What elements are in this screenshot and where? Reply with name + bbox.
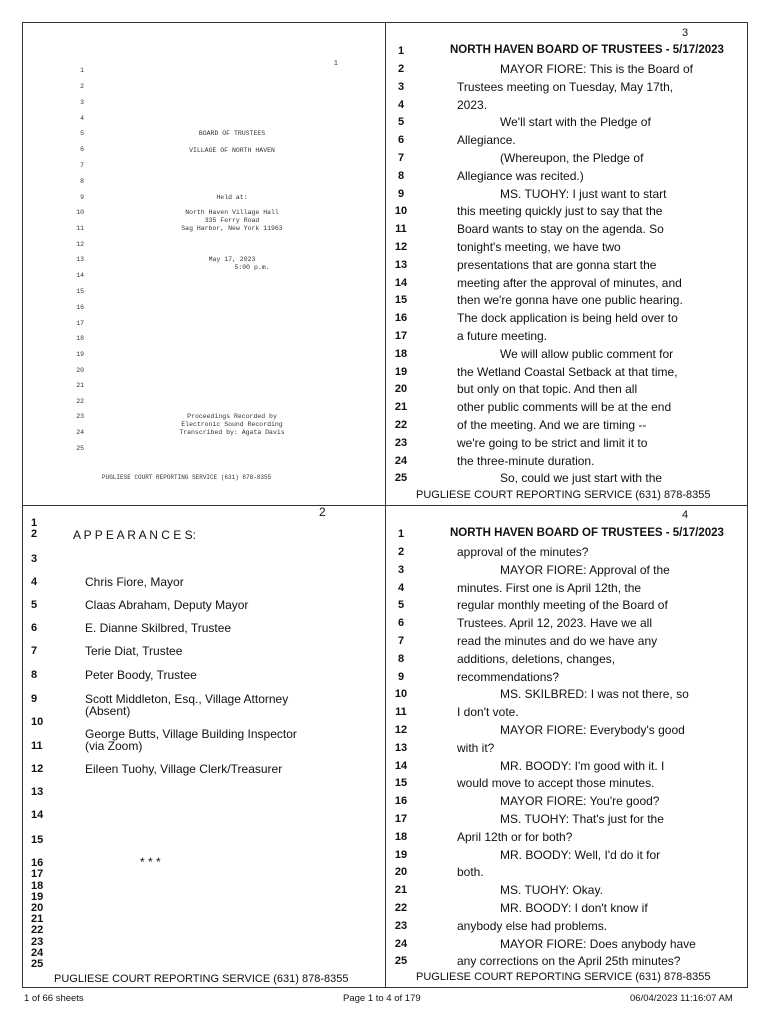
- line-number: 19: [394, 366, 408, 378]
- line-number: 7: [80, 162, 84, 169]
- line-number: 23: [394, 437, 408, 449]
- line-number: 13: [76, 256, 84, 263]
- transcript-line: meeting after the approval of minutes, and: [457, 276, 682, 290]
- line-number: 9: [397, 188, 405, 200]
- transcript-line: MS. TUOHY: That's just for the: [500, 812, 664, 826]
- transcript-line: tonight's meeting, we have two: [457, 240, 621, 254]
- page-footer: PUGLIESE COURT REPORTING SERVICE (631) 878-8355: [416, 489, 711, 501]
- transcript-line: presentations that are gonna start the: [457, 258, 657, 272]
- line-number: 10: [76, 209, 84, 216]
- line-number: 12: [31, 763, 44, 775]
- line-number: 20: [76, 367, 84, 374]
- transcript-line: a future meeting.: [457, 329, 548, 343]
- line-number: 5: [80, 130, 84, 137]
- venue-name: North Haven Village Hall: [185, 209, 279, 216]
- line-number: 16: [31, 857, 44, 869]
- transcript-line: I don't vote.: [457, 705, 519, 719]
- line-number: 5: [397, 599, 405, 611]
- line-number: 2: [80, 83, 84, 90]
- print-timestamp: 06/04/2023 11:16:07 AM: [630, 993, 733, 1004]
- appearance-item: Chris Fiore, Mayor: [85, 575, 184, 589]
- line-number: 21: [394, 401, 408, 413]
- transcript-line: MAYOR FIORE: Does anybody have: [500, 937, 696, 951]
- horizontal-divider: [22, 505, 748, 506]
- line-number: 22: [31, 924, 44, 936]
- page-number: 4: [682, 509, 689, 521]
- transcript-line: MR. BOODY: Well, I'd do it for: [500, 848, 661, 862]
- line-number: 11: [31, 740, 43, 752]
- transcript-line: the three-minute duration.: [457, 454, 595, 468]
- line-number: 13: [31, 786, 44, 798]
- line-number: 6: [80, 146, 84, 153]
- title-village: VILLAGE OF NORTH HAVEN: [189, 147, 275, 154]
- line-number: 18: [394, 348, 408, 360]
- line-number: 16: [394, 312, 408, 324]
- line-number: 12: [394, 241, 408, 253]
- transcript-line: Allegiance was recited.): [457, 169, 584, 183]
- line-number: 5: [31, 599, 38, 611]
- transcript-line: We will allow public comment for: [500, 347, 674, 361]
- appearance-item: (Absent): [85, 704, 131, 718]
- line-number: 10: [31, 716, 44, 728]
- transcript-line: both.: [457, 865, 484, 879]
- line-number: 10: [394, 688, 408, 700]
- transcript-line: but only on that topic. And then all: [457, 382, 638, 396]
- line-number: 18: [76, 335, 84, 342]
- line-number: 21: [76, 382, 84, 389]
- transcript-line: MR. BOODY: I'm good with it. I: [500, 759, 665, 773]
- transcript-line: MS. SKILBRED: I was not there, so: [500, 687, 689, 701]
- appearance-item: E. Dianne Skilbred, Trustee: [85, 621, 232, 635]
- line-number: 1: [31, 517, 38, 529]
- transcript-line: this meeting quickly just to say that the: [457, 204, 663, 218]
- line-number: 1: [80, 67, 84, 74]
- line-number: 8: [80, 178, 84, 185]
- transcript-line: anybody else had problems.: [457, 919, 608, 933]
- line-number: 17: [394, 813, 408, 825]
- appearance-item: (via Zoom): [85, 739, 143, 753]
- line-number: 13: [394, 259, 408, 271]
- transcript-line: So, could we just start with the: [500, 471, 663, 485]
- line-number: 1: [397, 528, 405, 540]
- line-number: 6: [31, 622, 38, 634]
- line-number: 9: [397, 671, 405, 683]
- line-number: 21: [394, 884, 408, 896]
- transcript-line: Board wants to stay on the agenda. So: [457, 222, 664, 236]
- transcript-line: 2023.: [457, 98, 488, 112]
- transcript-line: MAYOR FIORE: Approval of the: [500, 563, 670, 577]
- line-number: 6: [397, 134, 405, 146]
- line-number: 24: [394, 455, 408, 467]
- transcript-line: MAYOR FIORE: This is the Board of: [500, 62, 693, 76]
- appearance-item: Eileen Tuohy, Village Clerk/Treasurer: [85, 762, 283, 776]
- transcript-line: approval of the minutes?: [457, 545, 589, 559]
- line-number: 20: [31, 902, 44, 914]
- line-number: 19: [31, 891, 44, 903]
- line-number: 9: [31, 693, 38, 705]
- title-board: BOARD OF TRUSTEES: [198, 130, 266, 137]
- recorded-by: Proceedings Recorded by: [187, 413, 277, 420]
- transcript-line: read the minutes and do we have any: [457, 634, 658, 648]
- transcript-line: other public comments will be at the end: [457, 400, 672, 414]
- transcript-line: regular monthly meeting of the Board of: [457, 598, 668, 612]
- line-number: 4: [31, 576, 38, 588]
- line-number: 7: [397, 152, 405, 164]
- line-number: 14: [76, 272, 84, 279]
- transcript-line: Trustees. April 12, 2023. Have we all: [457, 616, 652, 630]
- sheet-count: 1 of 66 sheets: [24, 993, 84, 1004]
- line-number: 6: [397, 617, 405, 629]
- transcribed-by: Transcribed by: Agata Davis: [179, 429, 285, 436]
- line-number: 16: [394, 795, 408, 807]
- line-number: 5: [397, 116, 405, 128]
- line-number: 3: [397, 564, 405, 576]
- transcript-line: additions, deletions, changes,: [457, 652, 616, 666]
- line-number: 18: [394, 831, 408, 843]
- transcript-line: The dock application is being held over to: [457, 311, 678, 325]
- line-number: 15: [394, 294, 408, 306]
- transcript-line: (Whereupon, the Pledge of: [500, 151, 644, 165]
- line-number: 4: [397, 582, 405, 594]
- line-number: 20: [394, 383, 408, 395]
- line-number: 11: [395, 706, 407, 718]
- appearance-item: Peter Boody, Trustee: [85, 668, 197, 682]
- line-number: 18: [31, 880, 44, 892]
- line-number: 8: [31, 669, 38, 681]
- line-number: 15: [31, 834, 44, 846]
- transcript-line: Trustees meeting on Tuesday, May 17th,: [457, 80, 674, 94]
- line-number: 22: [394, 902, 408, 914]
- line-number: 25: [76, 445, 84, 452]
- appearances-heading: A P P E A R A N C E S:: [73, 528, 196, 542]
- line-number: 3: [31, 553, 38, 565]
- venue-city: Sag Harbor, New York 11963: [181, 225, 283, 232]
- transcript-page-1: [22, 22, 385, 505]
- transcript-line: April 12th or for both?: [457, 830, 573, 844]
- line-number: 14: [394, 277, 408, 289]
- line-number: 10: [394, 205, 408, 217]
- page-number: 3: [682, 27, 689, 39]
- line-number: 22: [394, 419, 408, 431]
- asterisk-separator: * * *: [140, 855, 161, 869]
- transcript-line: with it?: [457, 741, 495, 755]
- appearance-item: George Butts, Village Building Inspector: [85, 727, 297, 741]
- line-number: 15: [394, 777, 408, 789]
- line-number: 2: [31, 528, 38, 540]
- appearance-item: Claas Abraham, Deputy Mayor: [85, 598, 249, 612]
- page-header: NORTH HAVEN BOARD OF TRUSTEES - 5/17/2023: [450, 44, 724, 56]
- line-number: 12: [394, 724, 408, 736]
- transcript-line: recommendations?: [457, 670, 560, 684]
- transcript-line: Allegiance.: [457, 133, 516, 147]
- line-number: 7: [31, 645, 38, 657]
- appearance-item: Scott Middleton, Esq., Village Attorney: [85, 692, 289, 706]
- line-number: 23: [76, 413, 84, 420]
- line-number: 8: [397, 170, 405, 182]
- line-number: 12: [76, 241, 84, 248]
- line-number: 7: [397, 635, 405, 647]
- line-number: 3: [397, 81, 405, 93]
- transcript-line: We'll start with the Pledge of: [500, 115, 651, 129]
- page-range: Page 1 to 4 of 179: [343, 993, 421, 1004]
- line-number: 17: [31, 868, 44, 880]
- transcript-line: any corrections on the April 25th minutes?: [457, 954, 681, 968]
- transcript-line: of the meeting. And we are timing --: [457, 418, 647, 432]
- transcript-line: MR. BOODY: I don't know if: [500, 901, 648, 915]
- transcript-line: minutes. First one is April 12th, the: [457, 581, 642, 595]
- appearance-item: Terie Diat, Trustee: [85, 644, 183, 658]
- line-number: 22: [76, 398, 84, 405]
- recording-type: Electronic Sound Recording: [181, 421, 283, 428]
- line-number: 25: [394, 472, 408, 484]
- line-number: 11: [395, 223, 407, 235]
- transcript-line: MAYOR FIORE: You're good?: [500, 794, 660, 808]
- line-number: 14: [31, 809, 44, 821]
- page-footer: PUGLIESE COURT REPORTING SERVICE (631) 878-8355: [54, 973, 349, 985]
- page-footer: PUGLIESE COURT REPORTING SERVICE (631) 878-8355: [102, 474, 272, 481]
- line-number: 21: [31, 913, 44, 925]
- line-number: 14: [394, 760, 408, 772]
- transcript-line: MS. TUOHY: Okay.: [500, 883, 603, 897]
- line-number: 19: [394, 849, 408, 861]
- page-number: 2: [319, 505, 326, 519]
- line-number: 25: [394, 955, 408, 967]
- line-number: 24: [394, 938, 408, 950]
- line-number: 11: [76, 225, 84, 232]
- transcript-line: would move to accept those minutes.: [457, 776, 655, 790]
- line-number: 9: [80, 194, 84, 201]
- transcript-line: MS. TUOHY: I just want to start: [500, 187, 667, 201]
- line-number: 24: [76, 429, 84, 436]
- page-number: 1: [333, 60, 338, 68]
- line-number: 23: [394, 920, 408, 932]
- meeting-date: May 17, 2023: [208, 256, 256, 263]
- line-number: 2: [397, 546, 405, 558]
- line-number: 20: [394, 866, 408, 878]
- venue-street: 335 Ferry Road: [204, 217, 260, 224]
- line-number: 4: [397, 99, 405, 111]
- line-number: 19: [76, 351, 84, 358]
- line-number: 8: [397, 653, 405, 665]
- line-number: 2: [397, 63, 405, 75]
- held-at-label: Held at:: [216, 194, 248, 201]
- page-footer: PUGLIESE COURT REPORTING SERVICE (631) 878-8355: [416, 971, 711, 983]
- line-number: 15: [76, 288, 84, 295]
- line-number: 16: [76, 304, 84, 311]
- line-number: 17: [394, 330, 408, 342]
- meeting-time: 5:00 p.m.: [234, 264, 270, 271]
- transcript-line: MAYOR FIORE: Everybody's good: [500, 723, 685, 737]
- line-number: 13: [394, 742, 408, 754]
- transcript-line: the Wetland Coastal Setback at that time,: [457, 365, 678, 379]
- line-number: 3: [80, 99, 84, 106]
- line-number: 17: [76, 320, 84, 327]
- line-number: 1: [397, 45, 405, 57]
- line-number: 4: [80, 115, 84, 122]
- line-number: 25: [31, 958, 44, 970]
- line-number: 24: [31, 947, 44, 959]
- page-header: NORTH HAVEN BOARD OF TRUSTEES - 5/17/2023: [450, 527, 724, 539]
- transcript-line: we're going to be strict and limit it to: [457, 436, 648, 450]
- line-number: 23: [31, 936, 44, 948]
- transcript-line: then we're gonna have one public hearing.: [457, 293, 683, 307]
